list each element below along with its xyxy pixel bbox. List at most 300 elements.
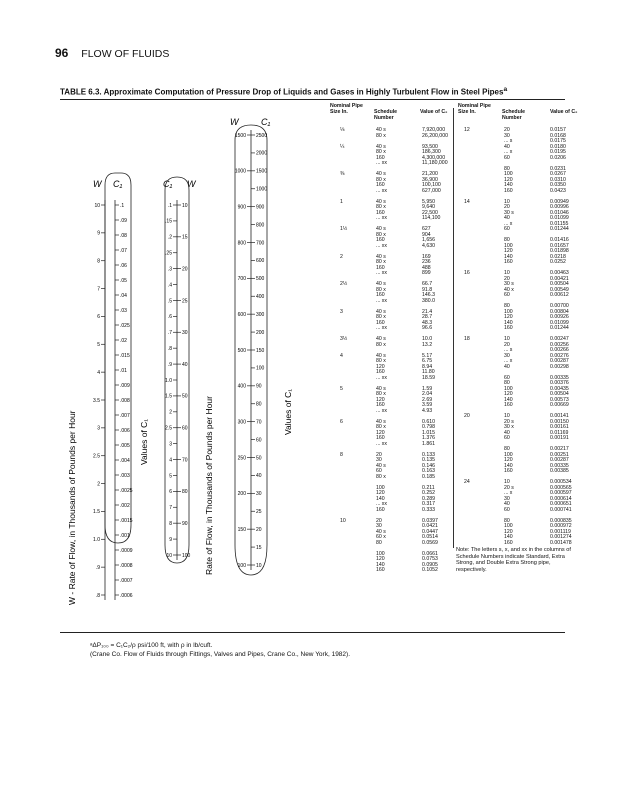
scale4-label: 10 — [182, 202, 188, 209]
cell-schedule: 140 — [504, 396, 513, 403]
cell-value: 0.0447 — [422, 528, 438, 535]
cell-value: 0.00504 — [550, 281, 569, 287]
cell-schedule: 160 — [376, 319, 385, 326]
cell-value: 2.04 — [422, 391, 433, 397]
cell-schedule: 40 s — [376, 198, 386, 205]
cell-schedule: 140 — [504, 182, 513, 188]
cell-schedule: 80 x — [376, 204, 386, 210]
cell-value: 0.610 — [422, 418, 435, 425]
cell-schedule: 120 — [376, 556, 385, 562]
cell-schedule: 80 x — [376, 391, 386, 397]
cell-schedule: ... xx — [376, 270, 387, 276]
cell-schedule: 80 x — [376, 286, 386, 293]
scale2-label: .0025 — [120, 487, 133, 494]
scale6-label: 15 — [256, 544, 262, 551]
cell-value: 0.0310 — [550, 176, 566, 183]
cell-value: 0.1052 — [422, 567, 438, 573]
scale2-label: .02 — [120, 337, 127, 344]
footnote-source: (Crane Co. Flow of Fluids through Fittings, Valves and Pipes, Crane Co., New York, 1982). — [90, 651, 351, 658]
scale5-label: 200 — [237, 491, 246, 498]
cell-value: 0.0157 — [550, 127, 566, 133]
scale2-label: .001 — [120, 532, 130, 539]
cell-schedule: 80 — [376, 539, 382, 546]
cell-value: 0.00256 — [550, 341, 569, 348]
scale6-label: 80 — [256, 401, 262, 408]
cell-value: 488 — [422, 264, 431, 271]
cell-schedule: 160 — [504, 539, 513, 546]
cell-value: 0.00276 — [550, 352, 569, 359]
scale6-label: 900 — [256, 204, 265, 211]
cell-schedule: 20 s — [504, 484, 514, 491]
cell-schedule: 120 — [376, 490, 385, 496]
scale3-label: .7 — [167, 330, 172, 337]
scale2-label: .07 — [120, 247, 127, 254]
cell-schedule: 40 s — [376, 418, 386, 425]
cell-value: 899 — [422, 270, 431, 276]
cell-schedule: 40 x — [504, 286, 514, 293]
cell-schedule: ... xx — [376, 297, 387, 304]
scale6-label: 800 — [256, 222, 265, 229]
cell-value: 26,200,000 — [422, 132, 448, 139]
cell-schedule: 60 — [504, 374, 510, 381]
cell-value: 0.00335 — [550, 462, 569, 469]
cell-schedule: 40 s — [376, 253, 386, 260]
scale1-label: .8 — [95, 592, 100, 599]
cell-value: 0.0267 — [550, 171, 566, 177]
nomo-head-5: W — [230, 117, 239, 127]
cell-schedule: 160 — [376, 209, 385, 216]
cell-schedule: 10 — [504, 270, 510, 276]
header-schedule-2: Schedule Number — [502, 109, 526, 122]
cell-value: 28.7 — [422, 314, 433, 320]
cell-schedule: 30 — [504, 132, 510, 139]
scale6-label: 150 — [256, 347, 265, 354]
scale3-label: .9 — [167, 361, 172, 368]
scale6-label: 300 — [256, 311, 265, 318]
cell-schedule: ... x — [504, 149, 513, 155]
cell-value: 0.00287 — [550, 358, 569, 364]
cell-value: 0.0180 — [550, 143, 566, 150]
cell-schedule: 80 — [504, 380, 510, 386]
cell-schedule: 120 — [504, 176, 513, 183]
scale3-label: .5 — [167, 298, 172, 305]
cell-value: 627 — [422, 226, 431, 232]
cell-schedule: 100 — [376, 484, 385, 491]
cell-value: 0.0514 — [422, 534, 438, 540]
scale2-label: .05 — [120, 277, 127, 284]
cell-schedule: 40 s — [376, 336, 386, 342]
cell-schedule: ... xx — [376, 242, 387, 249]
cell-schedule: 80 x — [376, 341, 386, 348]
cell-schedule: 120 — [504, 314, 513, 320]
cell-schedule: 100 — [504, 523, 513, 529]
cell-value: 5,950 — [422, 198, 435, 205]
scale3-label: 10 — [166, 552, 172, 559]
scale3-label: 1.5 — [165, 393, 172, 400]
cell-value: 0.00612 — [550, 292, 569, 298]
cell-schedule: ... xx — [376, 215, 387, 221]
scale3-label: 4 — [169, 457, 172, 464]
cell-schedule: 60 x — [376, 534, 386, 540]
cell-schedule: 60 — [376, 468, 382, 474]
cell-value: 93,500 — [422, 143, 438, 150]
header-nominal-size: Nominal Pipe Size In. — [330, 103, 363, 116]
scale1-label: 4 — [97, 369, 100, 376]
cell-schedule: 160 — [376, 567, 385, 573]
header-nominal-size-2: Nominal Pipe Size In. — [458, 103, 491, 116]
scale2-label: .003 — [120, 472, 130, 479]
scale1-label: 1.0 — [93, 537, 100, 544]
cell-schedule: 160 — [376, 264, 385, 271]
cell-value: 0.01099 — [550, 319, 569, 326]
cell-size: 4 — [340, 352, 343, 359]
cell-value: 0.0206 — [550, 154, 566, 161]
scale3-label: .15 — [165, 218, 172, 225]
cell-schedule: ... xx — [376, 407, 387, 414]
scale6-label: 70 — [256, 419, 262, 426]
cell-size: ⅜ — [340, 171, 345, 177]
cell-value: 904 — [422, 231, 431, 238]
scale4-label: 60 — [182, 425, 188, 432]
cell-schedule: 20 — [504, 341, 510, 348]
footnote — [90, 641, 350, 659]
cell-value: 0.00217 — [550, 446, 569, 452]
caption-footnote-mark: a — [503, 86, 508, 93]
cell-size: 14 — [464, 198, 470, 205]
cell-schedule: 80 x — [376, 424, 386, 430]
scale2-label: .06 — [120, 262, 127, 269]
cell-schedule: 40 s — [376, 143, 386, 150]
scale4-label: 100 — [182, 552, 191, 559]
scale6-label: 60 — [256, 437, 262, 444]
cell-schedule: 160 — [376, 292, 385, 298]
page-header — [55, 46, 169, 60]
cell-schedule: ... xx — [376, 187, 387, 194]
cell-schedule: 20 — [504, 204, 510, 210]
cell-value: 13.2 — [422, 341, 433, 348]
cell-schedule: 30 — [504, 495, 510, 502]
cell-schedule: ... xx — [376, 325, 387, 331]
scale1-label: 9 — [97, 230, 100, 237]
cell-value: 0.00804 — [550, 308, 569, 315]
cell-schedule: 80 x — [376, 473, 386, 480]
scale6-label: 10 — [256, 562, 262, 569]
scale4-label: 25 — [182, 298, 188, 305]
scale5-label: 900 — [237, 204, 246, 211]
scale2-label: .005 — [120, 442, 130, 449]
cell-value: 0.0661 — [422, 550, 438, 557]
cell-value: 36,900 — [422, 176, 438, 183]
cell-schedule: 120 — [504, 391, 513, 397]
cell-value: 0.252 — [422, 490, 435, 496]
cell-value: 1.59 — [422, 385, 433, 392]
scale6-label: 100 — [256, 365, 265, 372]
scale6-label: 2500 — [256, 132, 268, 139]
cell-value: 236 — [422, 259, 431, 265]
cell-value: 0.00251 — [550, 451, 569, 458]
scale3-label: 2 — [169, 409, 172, 416]
cell-schedule: 30 — [376, 457, 382, 463]
cell-value: 0.798 — [422, 424, 435, 430]
header-value-2: Value of C₂ — [550, 109, 578, 115]
scale2-label: .0007 — [120, 577, 133, 584]
cell-schedule: 120 — [504, 248, 513, 254]
cell-size: 2 — [340, 253, 343, 260]
cell-schedule: 40 — [504, 143, 510, 150]
cell-value: 0.00926 — [550, 314, 569, 320]
cell-value: 0.01416 — [550, 237, 569, 243]
scale5-label: 700 — [237, 276, 246, 283]
scale1-label: 1.5 — [93, 509, 100, 516]
cell-value: 8.94 — [422, 363, 433, 370]
cell-schedule: 100 — [504, 451, 513, 458]
cell-schedule: 160 — [376, 154, 385, 161]
cell-size: 12 — [464, 127, 470, 133]
cell-schedule: 160 — [376, 237, 385, 243]
scale6-label: 200 — [256, 329, 265, 336]
nomo-head-3: C₁ — [163, 179, 173, 189]
cell-schedule: 60 — [504, 154, 510, 161]
cell-schedule: 160 — [376, 402, 385, 408]
cell-value: 9,640 — [422, 204, 435, 210]
cell-value: 0.00141 — [550, 413, 569, 419]
scale5-label: 400 — [237, 383, 246, 390]
scale3-label: .25 — [165, 250, 172, 257]
cell-value: 0.0195 — [550, 149, 566, 155]
nomo-head-1: W — [93, 179, 102, 189]
cell-value: 0.00504 — [550, 391, 569, 397]
cell-schedule: 40 s — [376, 226, 386, 232]
scale5-label: 300 — [237, 419, 246, 426]
nomo-head-6: C₁ — [261, 117, 271, 127]
cell-schedule: 100 — [504, 242, 513, 249]
nomo-head-2: C₁ — [113, 179, 123, 189]
cell-value: 1,656 — [422, 237, 435, 243]
cell-size: 1½ — [340, 226, 348, 232]
cell-value: 1.376 — [422, 435, 435, 441]
cell-schedule: 80 x — [376, 314, 386, 320]
scale3-label: 6 — [169, 489, 172, 496]
cell-schedule: 60 — [504, 226, 510, 232]
cell-value: 0.00385 — [550, 468, 569, 474]
cell-value: 48.3 — [422, 319, 433, 326]
cell-schedule: 160 — [376, 369, 385, 375]
scale4-label: 15 — [182, 234, 188, 241]
cell-value: 0.01898 — [550, 248, 569, 254]
cell-schedule: 40 s — [376, 352, 386, 359]
cell-value: 0.00996 — [550, 204, 569, 210]
scale2-label: .0008 — [120, 562, 133, 569]
cell-value: 0.0175 — [550, 138, 566, 144]
cell-schedule: ... xx — [376, 160, 387, 166]
scale3-label: 8 — [169, 520, 172, 527]
cell-value: 1.015 — [422, 429, 435, 436]
cell-size: 3 — [340, 308, 343, 315]
scale3-label: .2 — [167, 234, 172, 241]
scale2-label: .008 — [120, 397, 130, 404]
cell-value: 0.00247 — [550, 336, 569, 342]
cell-value: 0.01099 — [550, 215, 569, 221]
cell-schedule: 140 — [504, 319, 513, 326]
scale6-label: 1500 — [256, 168, 268, 175]
scale5-label: 100 — [237, 562, 246, 569]
cell-value: 0.185 — [422, 473, 435, 480]
scale6-label: 50 — [256, 455, 262, 462]
cell-value: 380.0 — [422, 297, 435, 304]
cell-schedule: 10 — [504, 413, 510, 419]
cell-value: 169 — [422, 253, 431, 260]
running-head: FLOW OF FLUIDS — [81, 48, 170, 60]
scale1-label: 2.5 — [93, 453, 100, 460]
cell-size: 16 — [464, 270, 470, 276]
cell-value: 0.00463 — [550, 270, 569, 276]
cell-schedule: 140 — [504, 253, 513, 260]
axis-title-c1-left: Values of C₁ — [139, 418, 149, 465]
cell-value: 146.3 — [422, 292, 435, 298]
cell-schedule: 160 — [376, 435, 385, 441]
scale5-label: 600 — [237, 311, 246, 318]
scale6-label: 20 — [256, 526, 262, 533]
scale2-label: .009 — [120, 382, 130, 389]
cell-value: 0.0421 — [422, 523, 438, 529]
cell-value: 0.0397 — [422, 517, 438, 524]
scale5-label: 800 — [237, 240, 246, 247]
page-number: 96 — [55, 46, 69, 60]
scale2-label: .01 — [120, 367, 127, 374]
scale1-label: 2 — [97, 481, 100, 488]
cell-schedule: 20 — [504, 275, 510, 282]
scale6-label: 25 — [256, 509, 262, 516]
scale1-label: 10 — [94, 202, 100, 209]
cell-value: 5.17 — [422, 352, 433, 359]
cell-value: 0.00287 — [550, 457, 569, 463]
cell-value: 2.69 — [422, 396, 433, 403]
cell-value: 0.00949 — [550, 198, 569, 205]
nomograph-scales — [93, 133, 267, 599]
cell-schedule: 80 x — [376, 176, 386, 183]
scale2-label: .004 — [120, 457, 130, 464]
cell-value: 0.0218 — [550, 253, 566, 260]
cell-schedule: 140 — [376, 561, 385, 568]
cell-value: 10.0 — [422, 336, 433, 342]
scale2-label: .002 — [120, 502, 130, 509]
scale1-label: 7 — [97, 286, 100, 293]
header-schedule: Schedule Number — [374, 109, 398, 122]
cell-value: 0.00376 — [550, 380, 569, 386]
cell-value: 4.93 — [422, 407, 433, 414]
cell-schedule: 80 x — [376, 231, 386, 238]
cell-size: 8 — [340, 451, 343, 458]
cell-value: 0.00298 — [550, 363, 569, 370]
scale4-label: 50 — [182, 393, 188, 400]
scale2-label: .0006 — [120, 592, 133, 599]
cell-schedule: 30 s — [504, 209, 514, 216]
scale4-label: 20 — [182, 266, 188, 273]
cell-size: 24 — [464, 479, 470, 485]
cell-value: 0.001478 — [550, 539, 572, 546]
scale2-label: .006 — [120, 427, 130, 434]
cell-schedule: 60 — [504, 292, 510, 298]
cell-schedule: 10 — [504, 198, 510, 205]
cell-schedule: 140 — [504, 534, 513, 540]
cell-size: 1 — [340, 198, 343, 205]
cell-schedule: 40 — [504, 363, 510, 370]
scale3-label: 9 — [169, 536, 172, 543]
scale4-label: 80 — [182, 489, 188, 496]
cell-value: 0.333 — [422, 506, 435, 513]
cell-value: 0.146 — [422, 462, 435, 469]
scale6-label: 40 — [256, 473, 262, 480]
cell-schedule: ... s — [504, 347, 513, 353]
scale5-label: 1000 — [234, 168, 246, 175]
cell-schedule: 40 s — [376, 127, 386, 133]
footnote-formula: ᵃΔP₁₀₀ = C₁C₂/ρ psi/100 ft, with ρ in lb/cuft. — [90, 642, 213, 649]
scale6-label: 90 — [256, 383, 262, 390]
cell-schedule: 20 — [376, 517, 382, 524]
cell-value: 0.001274 — [550, 534, 572, 540]
cell-schedule: 80 — [504, 517, 510, 524]
cell-schedule: 20 — [376, 451, 382, 458]
cell-value: 91.8 — [422, 286, 433, 293]
cell-schedule: 40 s — [376, 171, 386, 177]
cell-schedule: 60 — [504, 506, 510, 513]
cell-size: ⅛ — [340, 127, 345, 133]
cell-value: 0.00435 — [550, 385, 569, 392]
cell-value: 0.0168 — [550, 132, 566, 139]
cell-schedule: 30 x — [504, 424, 514, 430]
cell-schedule: ... x — [504, 220, 513, 227]
cell-value: 66.7 — [422, 281, 433, 287]
cell-schedule: 80 — [504, 303, 510, 309]
cell-value: 0.00191 — [550, 435, 569, 441]
cell-value: 0.0350 — [550, 182, 566, 188]
scale1-label: 8 — [97, 258, 100, 265]
cell-size: 20 — [464, 413, 470, 419]
cell-schedule: 30 — [504, 352, 510, 359]
scale5-label: 250 — [237, 455, 246, 462]
scale3-label: 5 — [169, 473, 172, 480]
scale3-label: .1 — [167, 202, 172, 209]
cell-size: 3½ — [340, 336, 348, 342]
cell-size: 18 — [464, 336, 470, 342]
table-divider — [453, 108, 454, 548]
scale1-label: 3.5 — [93, 397, 100, 404]
cell-value: 18.59 — [422, 374, 435, 381]
scale3-label: .6 — [167, 314, 172, 321]
table-note: Note: The letters s, x, and xx in the columns of Schedule Numbers indicate Standard, Extra Strong, and Double Extra Strong pipe, respectively. — [456, 547, 571, 573]
bottom-rule — [60, 632, 565, 633]
scale6-label: 700 — [256, 240, 265, 247]
scale3-label: .8 — [167, 345, 172, 352]
cell-schedule: 140 — [504, 462, 513, 469]
cell-schedule: 80 x — [376, 149, 386, 155]
scale6-label: 400 — [256, 294, 265, 301]
cell-value: 22,500 — [422, 209, 438, 216]
cell-schedule: 80 — [504, 446, 510, 452]
cell-value: 0.000741 — [550, 506, 572, 513]
cell-schedule: 20 s — [504, 418, 514, 425]
cell-value: 0.01169 — [550, 429, 569, 436]
cell-schedule: 60 — [504, 435, 510, 441]
scale6-label: 1000 — [256, 186, 268, 193]
cell-value: 0.000972 — [550, 523, 572, 529]
scale6-label: 600 — [256, 258, 265, 265]
cell-value: 0.01046 — [550, 209, 569, 216]
scale3-label: .4 — [167, 282, 172, 289]
scale5-label: 1500 — [234, 132, 246, 139]
cell-schedule: 160 — [504, 402, 513, 408]
scale3-label: .3 — [167, 266, 172, 273]
